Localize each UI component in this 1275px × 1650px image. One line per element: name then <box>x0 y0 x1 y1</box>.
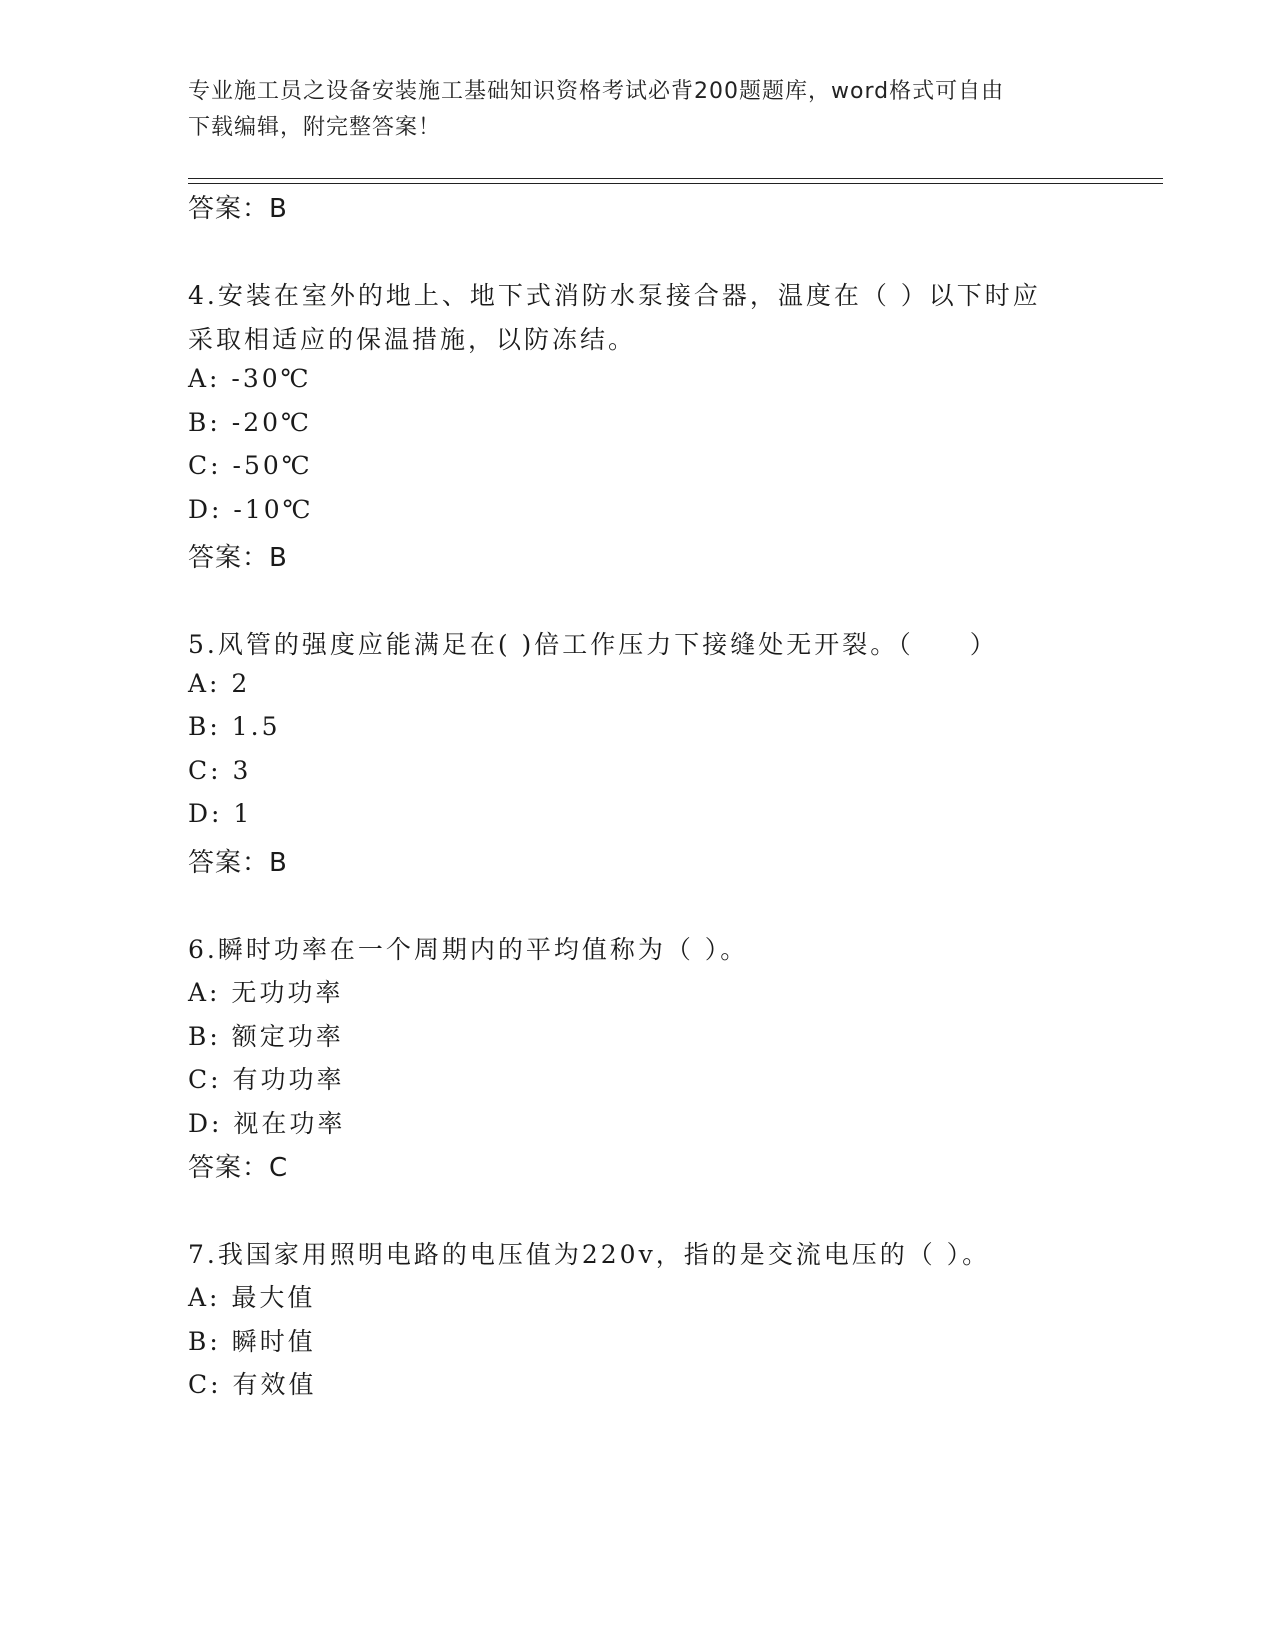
option-a: A: 无功功率 <box>188 978 344 1007</box>
option-c: C: 有效值 <box>188 1370 317 1399</box>
option-a: A: 2 <box>188 669 251 698</box>
answer-line: 答案：B <box>188 194 288 224</box>
question-stem: 7.我国家用照明电路的电压值为220v，指的是交流电压的（ ）。 <box>188 1240 991 1269</box>
question-stem: 4.安装在室外的地上、地下式消防水泵接合器，温度在（ ）以下时应 <box>188 281 1041 310</box>
option-a: A: -30℃ <box>188 364 312 393</box>
answer-line: 答案：B <box>188 848 288 878</box>
option-c: C: 有功功率 <box>188 1065 345 1094</box>
document-header <box>188 74 1088 146</box>
option-a: A: 最大值 <box>188 1283 316 1312</box>
option-b: B: 瞬时值 <box>188 1327 316 1356</box>
question-stem: 采取相适应的保温措施，以防冻结。 <box>188 325 637 354</box>
header-line-1: 专业施工员之设备安装施工基础知识资格考试必背200题题库，word格式可自由 <box>188 79 1005 104</box>
question-stem: 6.瞬时功率在一个周期内的平均值称为（ ）。 <box>188 935 749 964</box>
answer-line: 答案：B <box>188 543 288 573</box>
header-divider <box>188 178 1163 179</box>
answer-line: 答案：C <box>188 1153 289 1183</box>
option-d: D: 视在功率 <box>188 1109 346 1138</box>
header-divider-double <box>188 183 1163 184</box>
header-line-2: 下载编辑，附完整答案！ <box>188 115 442 140</box>
option-d: D: 1 <box>188 799 253 828</box>
option-c: C: 3 <box>188 756 252 785</box>
question-stem: 5.风管的强度应能满足在( )倍工作压力下接缝处无开裂。（ ） <box>188 630 998 659</box>
option-b: B: 额定功率 <box>188 1022 344 1051</box>
option-b: B: 1.5 <box>188 712 281 741</box>
option-d: D: -10℃ <box>188 495 314 524</box>
option-c: C: -50℃ <box>188 451 313 480</box>
option-b: B: -20℃ <box>188 408 312 437</box>
